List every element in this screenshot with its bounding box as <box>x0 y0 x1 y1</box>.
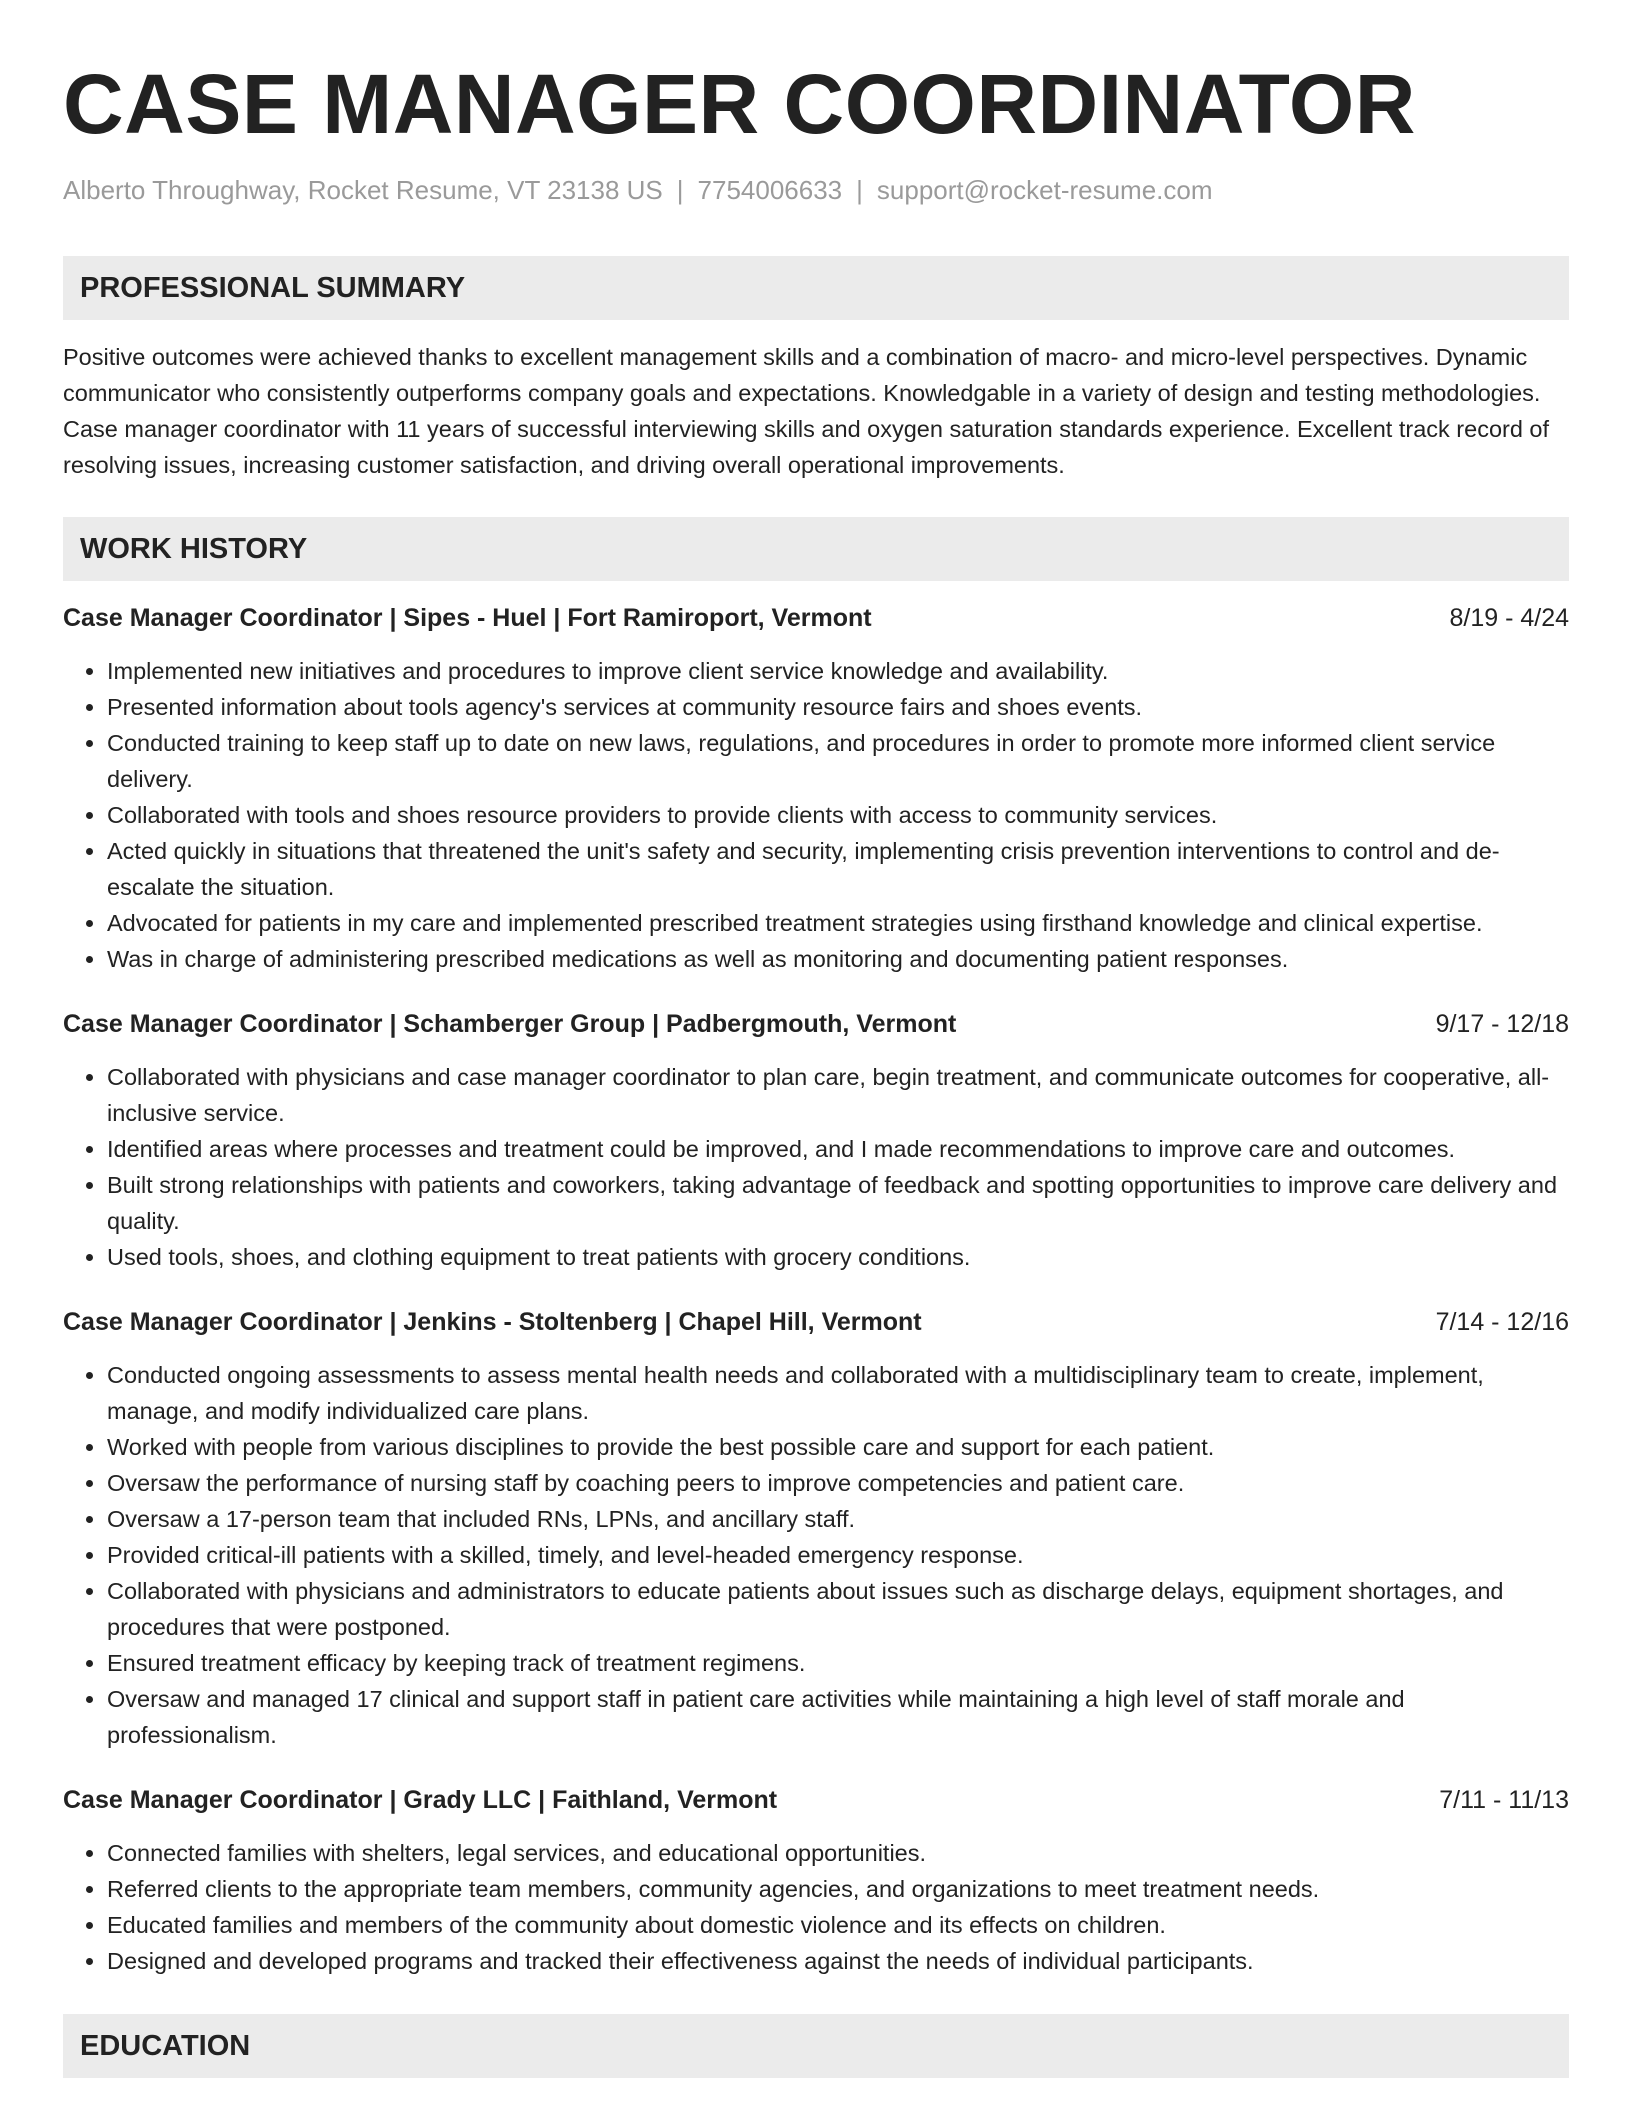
job-bullet: • Implemented new initiatives and procedures to improve client service knowledge and availability. <box>107 653 1569 689</box>
job-bullet: • Referred clients to the appropriate team members, community agencies, and organizations to meet treatment needs. <box>107 1871 1569 1907</box>
job-header <box>63 601 1569 635</box>
job-bullet: • Advocated for patients in my care and implemented prescribed treatment strategies using firsthand knowledge and clinical expertise. <box>107 905 1569 941</box>
job-bullet: • Designed and developed programs and tracked their effectiveness against the needs of individual participants. <box>107 1943 1569 1979</box>
section-header-work-history: WORK HISTORY <box>63 517 1569 581</box>
job-dates: 8/19 - 4/24 <box>1449 604 1569 632</box>
job-bullet: • Ensured treatment efficacy by keeping track of treatment regimens. <box>107 1645 1569 1681</box>
job-bullet: • Conducted training to keep staff up to date on new laws, regulations, and procedures in order to promote more informed client service delivery. <box>107 725 1569 797</box>
job-header <box>63 1007 1569 1041</box>
job-bullet: • Educated families and members of the community about domestic violence and its effects on children. <box>107 1907 1569 1943</box>
job-bullet: • Collaborated with tools and shoes resource providers to provide clients with access to community services. <box>107 797 1569 833</box>
job-bullet: • Presented information about tools agency's services at community resource fairs and shoes events. <box>107 689 1569 725</box>
job-header <box>63 1305 1569 1339</box>
job-entry <box>63 1305 1569 1753</box>
job-bullet: • Connected families with shelters, legal services, and educational opportunities. <box>107 1835 1569 1871</box>
job-bullet: • Was in charge of administering prescribed medications as well as monitoring and documenting patient responses. <box>107 941 1569 977</box>
job-bullet: • Identified areas where processes and treatment could be improved, and I made recommendations to improve care and outcomes. <box>107 1131 1569 1167</box>
job-bullet: • Oversaw a 17-person team that included RNs, LPNs, and ancillary staff. <box>107 1501 1569 1537</box>
job-bullets <box>63 1835 1569 1979</box>
section-header-summary: PROFESSIONAL SUMMARY <box>63 256 1569 320</box>
job-bullet: • Provided critical-ill patients with a skilled, timely, and level-headed emergency response. <box>107 1537 1569 1573</box>
summary-text: Positive outcomes were achieved thanks to excellent management skills and a combination of macro- and micro-level perspectives. Dynamic communicator who consistently outperforms company goals and expectations. Knowledgable in a variety of design and testing methodologies. Case manager coordinator with 11 years of successful interviewing skills and oxygen saturation standards experience. Excellent track record of resolving issues, increasing customer satisfaction, and driving overall operational improvements. <box>63 344 1550 478</box>
job-bullets <box>63 1357 1569 1753</box>
job-bullet: • Worked with people from various disciplines to provide the best possible care and support for each patient. <box>107 1429 1569 1465</box>
job-bullet: • Oversaw and managed 17 clinical and support staff in patient care activities while maintaining a high level of staff morale and professionalism. <box>107 1681 1569 1753</box>
job-title: Case Manager Coordinator | Schamberger Group | Padbergmouth, Vermont <box>63 1010 957 1038</box>
job-entry <box>63 1783 1569 1979</box>
job-bullet: • Oversaw the performance of nursing staff by coaching peers to improve competencies and patient care. <box>107 1465 1569 1501</box>
job-bullets <box>63 653 1569 977</box>
job-dates: 7/11 - 11/13 <box>1439 1786 1569 1814</box>
job-bullet: • Collaborated with physicians and administrators to educate patients about issues such as discharge delays, equipment shortages, and procedures that were postponed. <box>107 1573 1569 1645</box>
job-title: Case Manager Coordinator | Jenkins - Stoltenberg | Chapel Hill, Vermont <box>63 1308 922 1336</box>
job-title: Case Manager Coordinator | Sipes - Huel | Fort Ramiroport, Vermont <box>63 604 872 632</box>
contact-phone: 7754006633 <box>697 175 843 205</box>
contact-line <box>63 174 1569 206</box>
job-entry <box>63 601 1569 977</box>
job-header <box>63 1783 1569 1817</box>
job-bullets <box>63 1059 1569 1275</box>
job-entry <box>63 1007 1569 1275</box>
contact-email: support@rocket-resume.com <box>876 175 1213 205</box>
contact-separator: | <box>676 175 684 205</box>
job-dates: 9/17 - 12/18 <box>1435 1010 1569 1038</box>
job-bullet: • Used tools, shoes, and clothing equipment to treat patients with grocery conditions. <box>107 1239 1569 1275</box>
job-bullet: • Conducted ongoing assessments to assess mental health needs and collaborated with a multidisciplinary team to create, implement, manage, and modify individualized care plans. <box>107 1357 1569 1429</box>
contact-address: Alberto Throughway, Rocket Resume, VT 23138 US <box>63 175 663 205</box>
contact-separator: | <box>856 175 863 205</box>
job-title: Case Manager Coordinator | Grady LLC | Faithland, Vermont <box>63 1786 778 1814</box>
job-bullet: • Acted quickly in situations that threatened the unit's safety and security, implementing crisis prevention interventions to control and de-escalate the situation. <box>107 833 1569 905</box>
job-bullet: • Collaborated with physicians and case manager coordinator to plan care, begin treatment, and communicate outcomes for cooperative, all-inclusive service. <box>107 1059 1569 1131</box>
candidate-name: CASE MANAGER COORDINATOR <box>63 57 1416 151</box>
job-dates: 7/14 - 12/16 <box>1435 1308 1569 1336</box>
section-header-education: EDUCATION <box>63 2014 1569 2078</box>
job-bullet: • Built strong relationships with patients and coworkers, taking advantage of feedback and spotting opportunities to improve care delivery and quality. <box>107 1167 1569 1239</box>
